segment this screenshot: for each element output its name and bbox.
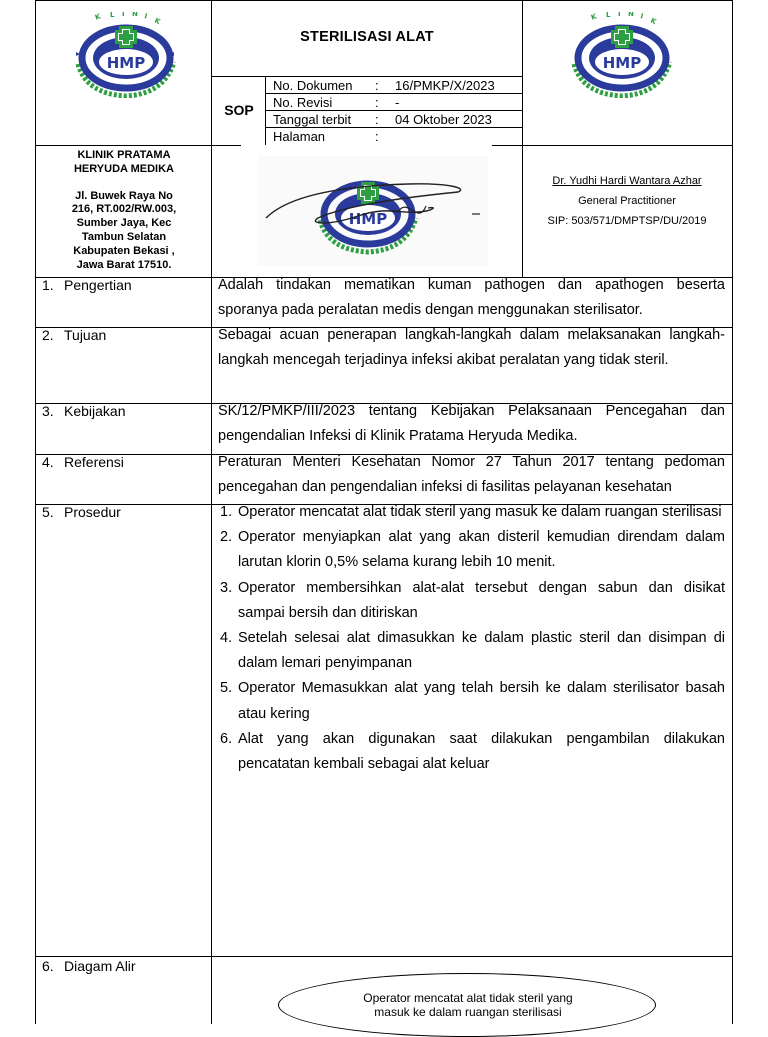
svg-text:I: I [618,12,621,18]
label-pengertian: 1. Pengertian [42,277,132,293]
svg-text:K: K [649,16,658,27]
label-prosedur: 5. Prosedur [42,504,121,520]
flow-start-text: Operator mencatat alat tidak steril yang masuk ke dalam ruangan sterilisasi [363,991,573,1019]
page-title: STERILISASI ALAT [300,29,434,45]
meta-label-page: Halaman [273,129,326,144]
table-border-left [35,0,36,1024]
column-divider [211,0,212,1024]
label-tujuan: 2. Tujuan [42,327,107,343]
header-bottom-line [35,145,241,146]
logo-text: HMP [348,210,388,228]
label-diagram: 6. Diagam Alir [42,958,136,974]
logo-ring-text [94,12,162,26]
procedure-list [218,500,725,777]
clinic-info [40,149,208,272]
svg-text:I: I [122,12,125,18]
list-item: 6. Alat yang akan digunakan saat dilakukan pengambilan dilakukan pencatatan kembali sebagai alat keluar [220,730,725,773]
meta-sep: : [375,95,379,110]
meta-left-divider [265,77,266,145]
clinic-address-line: Tambun Selatan [81,230,167,243]
svg-text:K: K [589,12,598,22]
meta-sep: : [375,78,379,93]
svg-text:K: K [93,12,102,22]
list-item: 3. Operator membersihkan alat-alat tersebut dengan sabun dan disikat sampai bersih dan ditiriskan [220,579,725,621]
row-line-diagram [35,956,733,957]
clinic-logo-right [562,12,680,98]
content-pengertian: Adalah tindakan mematikan kuman pathogen dan apathogen beserta sporanya pada peralatan medis dengan menggunakan sterilisator. [218,277,725,319]
svg-text:I: I [143,12,149,21]
meta-value-revision: - [395,95,400,110]
svg-text:I: I [639,12,645,21]
meta-label-document: No. Dokumen [273,78,353,93]
clinic-address-line: 216, RT.002/RW.003, [71,203,177,216]
doctor-sip: SIP: 503/571/DMPTSP/DU/2019 [547,215,707,227]
logo-text: HMP [602,54,642,72]
label-referensi: 4. Referensi [42,454,124,470]
meta-label-revision: No. Revisi [273,95,333,110]
table-border-top [35,0,733,1]
svg-text:L: L [110,12,115,19]
stamp-logo-with-signature [258,156,488,266]
svg-text:K: K [153,16,162,27]
content-referensi: Peraturan Menteri Kesehatan Nomor 27 Tahun 2017 tentang pedoman pencegahan dan pengendalian infeksi di fasilitas pelayanan kesehatan [218,454,725,496]
content-tujuan: Sebagai acuan penerapan langkah-langkah dalam melaksanakan langkah-langkah mencegah terjadinya infeksi akibat peralatan yang tidak steril. [218,327,725,369]
list-item: 2. Operator menyiapkan alat yang akan disteril kemudian direndam dalam larutan klorin 0,5% selama kurang lebih 10 menit. [220,529,725,571]
clinic-address-line: Jawa Barat 17510. [76,258,172,271]
svg-text:L: L [606,12,611,19]
list-item: 4. Setelah selesai alat dimasukkan ke dalam plastic steril dan disimpan di dalam lemari penyimpanan [220,630,725,672]
meta-sep: : [375,129,379,144]
label-kebijakan: 3. Kebijakan [42,403,126,419]
list-item: 1. Operator mencatat alat tidak steril yang masuk ke dalam ruangan sterilisasi [220,504,722,520]
clinic-address-line: Kabupaten Bekasi , [73,244,175,257]
list-item: 5. Operator Memasukkan alat yang telah bersih ke dalam sterilisator basah atau kering [220,680,725,722]
clinic-logo-left [66,12,184,98]
logo-text: HMP [106,54,146,72]
meta-value-issue-date: 04 Oktober 2023 [395,112,492,127]
meta-label-issue-date: Tanggal terbit [273,112,352,127]
clinic-address-line: Sumber Jaya, Kec [76,217,172,230]
clinic-name-line: HERYUDA MEDIKA [73,162,175,175]
sop-label: SOP [224,102,254,118]
clinic-address-line: Jl. Buwek Raya No [75,189,173,202]
header-bottom-line [492,145,733,146]
doctor-title: General Practitioner [578,195,676,207]
svg-text:N: N [628,12,634,18]
meta-value-document: 16/PMKP/X/2023 [395,78,495,93]
meta-sep: : [375,112,379,127]
svg-text:N: N [132,12,138,18]
header-right-divider [522,0,523,277]
clinic-name-line: KLINIK PRATAMA [77,149,171,161]
doctor-name: Dr. Yudhi Hardi Wantara Azhar [552,175,702,187]
content-kebijakan: SK/12/PMKP/III/2023 tentang Kebijakan Pelaksanaan Pencegahan dan pengendalian Infeksi di Klinik Pratama Heryuda Medika. [218,403,725,445]
table-border-right [732,0,733,1024]
